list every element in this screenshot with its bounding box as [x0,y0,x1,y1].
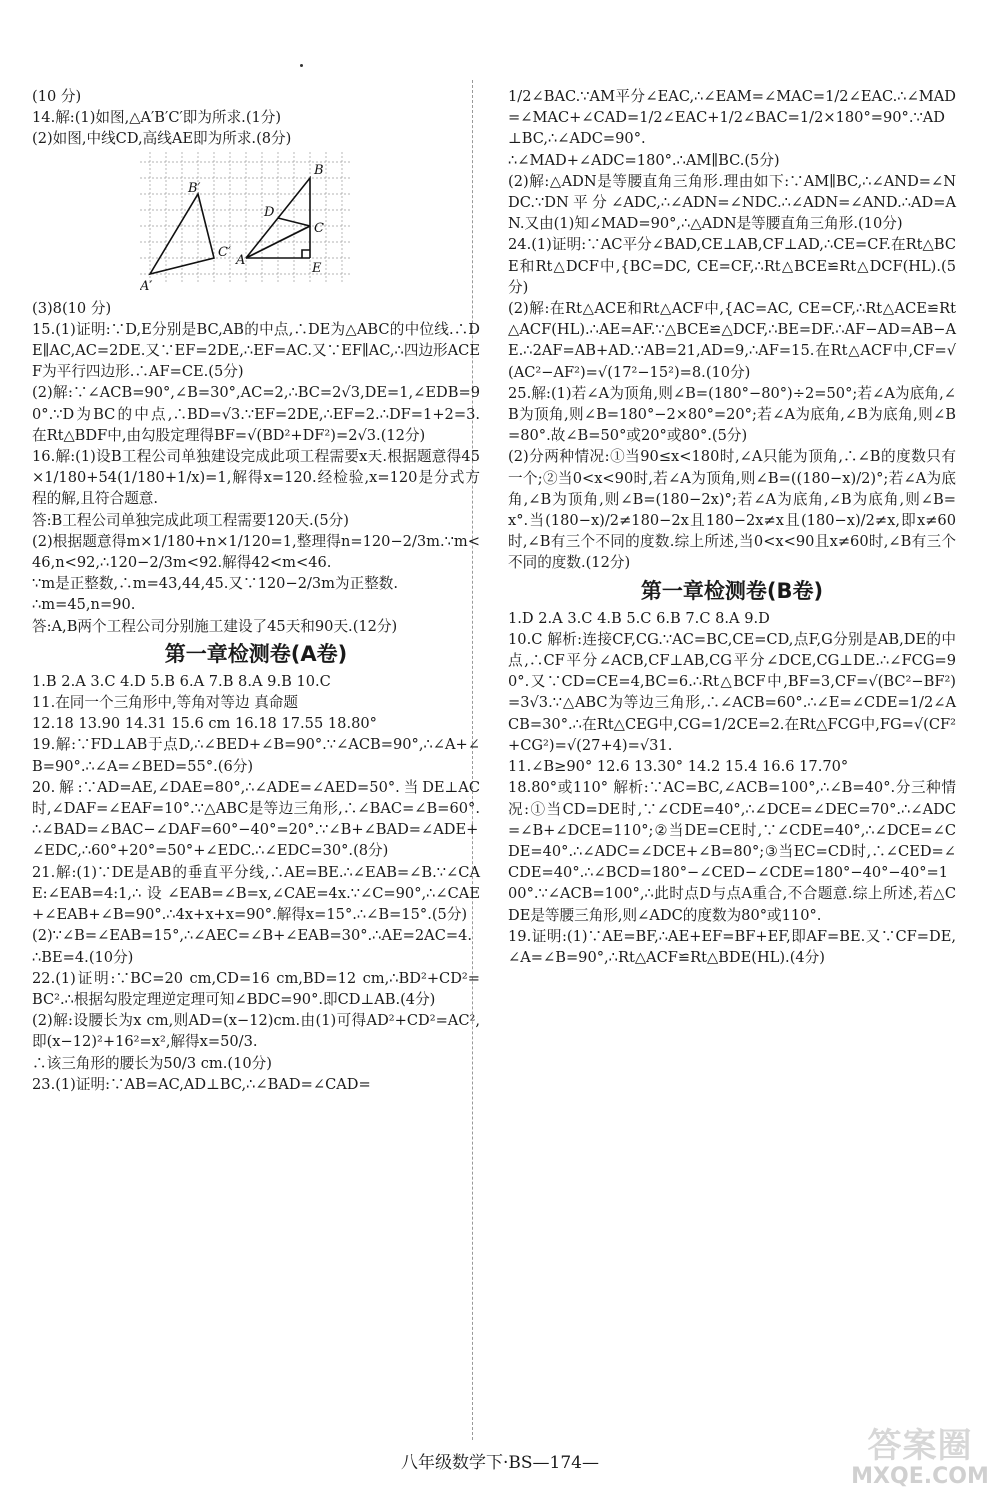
answer-line: ∵m是正整数,∴m=43,44,45.又∵120−2/3m为正整数. [32,575,399,593]
answer-line: 答:B工程公司单独完成此项工程需要120天.(5分) [32,511,349,529]
answer-line: 1.B 2.A 3.C 4.D 5.B 6.A 7.B 8.A 9.B 10.C [32,672,331,690]
watermark-url: MXQE.COM [851,1464,989,1489]
answer-line: 20.解:∵AD=AE,∠DAE=80°,∴∠ADE=∠AED=50°.当DE⊥AC时,∠DAF=∠EAF=10°.∵△ABC是等边三角形,∴∠BAC=∠B=60°.∴∠BAD=∠BAC−∠DAF=60°−40°=20°.∵∠B+∠BAD=∠ADE+∠EDC,∴60°+20°=50°+∠EDC.∴∠EDC=30°.(8分) [32,778,480,860]
watermark-brand: 答案圈 [867,1426,973,1466]
fig-label: B [314,162,324,178]
right-column [508,86,956,968]
answer-line: 10.C 解析:连接CF,CG.∵AC=BC,CE=CD,点F,G分别是AB,DE的中点,∴CF平分∠ACB,CF⊥AB,CG平分∠DCE,CG⊥DE.∴∠FCG=90°.又∵CD=CE=4,BC=6.∴Rt△BCF中,BF=3,CF=√(BC²−BF²)=3√3.∵△ABC为等边三角形,∴∠ACB=60°.∴∠E=∠CDE=1/2∠ACB=30°.∴在Rt△CEG中,CG=1/2CE=2.在Rt△FCG中,FG=√(CF²+CG²)=√(27+4)=√31. [508,630,956,754]
answer-line: 24.(1)证明:∵AC平分∠BAD,CE⊥AB,CF⊥AD,∴CE=CF.在Rt△BCE和Rt△DCF中,{BC=DC, CE=CF,∴Rt△BCE≌Rt△DCF(HL).(5分) [508,236,956,296]
answer-line: (2)解:设腰长为x cm,则AD=(x−12)cm.由(1)可得AD²+CD²=AC²,即(x−12)²+16²=x²,解得x=50/3. [32,1012,480,1051]
answer-line: ∴m=45,n=90. [32,596,136,614]
page-footer: 八年级数学下·BS—174— [401,1453,599,1473]
answer-line: 1/2∠BAC.∵AM平分∠EAC,∴∠EAM=∠MAC=1/2∠EAC.∴∠MAD=∠MAC+∠CAD=1/2∠EAC+1/2∠BAC=1/2×180°=90°.∵AD⊥BC,∴∠ADC=90°. [508,88,956,148]
answer-line: (2)解:在Rt△ACE和Rt△ACF中,{AC=AC, CE=CF,∴Rt△ACE≌Rt△ACF(HL).∴AE=AF.∵△BCE≌△DCF,∴BE=DF.∴AF−AD=AB−AE.∴2AF=AB+AD.∵AB=21,AD=9,∴AF=15.在Rt△ACF中,CF=√(AC²−AF²)=√(17²−15²)=8.(10分) [508,300,956,381]
answer-line: (10 分) [32,88,82,105]
answer-line: (2)解:△ADN是等腰直角三角形.理由如下:∵AM∥BC,∴∠AND=∠NDC.∵DN平分∠ADC,∴∠ADN=∠NDC.∴∠ADN=∠AND.∴AD=AN.又由(1)知∠MAD=90°,∴△ADN是等腰直角三角形.(10分) [508,172,956,233]
answer-line: 21.解:(1)∵DE是AB的垂直平分线,∴AE=BE.∴∠EAB=∠B.∵∠CAE:∠EAB=4:1,∴设∠EAB=∠B=x,∠CAE=4x.∵∠C=90°,∴∠CAE+∠EAB+∠B=90°.∴4x+x+x=90°.解得x=15°.∴∠B=15°.(5分) [32,863,480,924]
fig-label: A [236,252,246,268]
triangle-grid-diagram [140,152,350,294]
answer-line: 11.∠B≥90° 12.6 13.30° 14.2 15.4 16.6 17.70° [508,758,849,776]
watermark-logo [850,1418,990,1500]
left-column [32,86,480,1095]
answer-line: 18.80°或110° 解析:∵AC=BC,∠ACB=100°,∴∠B=40°.分三种情况:①当CD=DE时,∵∠CDE=40°,∴∠DCE=∠DEC=70°.∴∠ADC=∠B+∠DCE=110°;②当DE=CE时,∵∠CDE=40°,∴∠DCE=∠CDE=40°.∴∠ADC=∠DCE+∠B=80°;③当EC=CD时,∴∠CED=∠CDE=40°.∴∠BCD=180°−∠CED−∠CDE=180°−40°−40°=100°.∵∠ACB=100°,∴此时点D与点A重合,不合题意.综上所述,若△CDE是等腰三角形,则∠ADC的度数为80°或110°. [508,779,956,924]
answer-line: (2)如图,中线CD,高线AE即为所求.(8分) [32,130,292,148]
answer-line: (2)∵∠B=∠EAB=15°,∴∠AEC=∠B+∠EAB=30°.∴AE=2AC=4.∴BE=4.(10分) [32,927,473,966]
answer-line: 11.在同一个三角形中,等角对等边 真命题 [32,694,298,712]
answer-line: 23.(1)证明:∵AB=AC,AD⊥BC,∴∠BAD=∠CAD= [32,1075,371,1093]
grid-figure [32,150,480,298]
answer-line: 22.(1)证明:∵BC=20 cm,CD=16 cm,BD=12 cm,∴BD²+CD²=BC².∴根据勾股定理逆定理可知∠BDC=90°.即CD⊥AB.(4分) [32,969,480,1008]
answer-line: (3)8(10 分) [32,299,112,317]
fig-label: C′ [218,244,231,260]
section-title-a: 第一章检测卷(A卷) [164,641,348,666]
answer-line: ∴该三角形的腰长为50/3 cm.(10分) [32,1054,272,1072]
answer-line: 19.证明:(1)∵AE=BF,∴AE+EF=BF+EF,即AF=BE.又∵CF=DE,∠A=∠B=90°,∴Rt△ACF≌Rt△BDE(HL).(4分) [508,927,956,966]
answer-line: 14.解:(1)如图,△A′B′C′即为所求.(1分) [32,109,282,127]
answer-line: 15.(1)证明:∵D,E分别是BC,AB的中点,∴DE为△ABC的中位线.∴DE∥AC,AC=2DE.又∵EF=2DE,∴EF=AC.又∵EF∥AC,∴四边形ACEF为平行四边形.∴AF=CE.(5分) [32,320,480,381]
answer-line: 12.18 13.90 14.31 15.6 cm 16.18 17.55 18.80° [32,715,377,733]
answer-line: 16.解:(1)设B工程公司单独建设完成此项工程需要x天.根据题意得45×1/180+54(1/180+1/x)=1,解得x=120.经检验,x=120是分式方程的解,且符合题意. [32,448,480,508]
fig-label: C [314,220,324,236]
fig-label: B′ [188,180,201,196]
answer-line: (2)分两种情况:①当90≤x<180时,∠A只能为顶角,∴∠B的度数只有一个;②当0<x<90时,若∠A为顶角,则∠B=((180−x)/2)°;若∠A为底角,∠B为顶角,则∠B=(180−2x)°;若∠A为底角,∠B为底角,则∠B=x°.当(180−x)/2≠180−2x且180−2x≠x且(180−x)/2≠x,即x≠60时,∠B有三个不同的度数.综上所述,当0<x<90且x≠60时,∠B有三个不同的度数.(12分) [508,448,956,572]
answer-line: 25.解:(1)若∠A为顶角,则∠B=(180°−80°)÷2=50°;若∠A为底角,∠B为顶角,则∠B=180°−2×80°=20°;若∠A为底角,∠B为底角,则∠B=80°.故∠B=50°或20°或80°.(5分) [508,384,956,445]
answer-line: 答:A,B两个工程公司分别施工建设了45天和90天.(12分) [32,617,398,635]
fig-label: D [264,204,275,220]
scan-dot [300,64,303,67]
fig-label: E [312,260,322,276]
answer-line: (2)根据题意得m×1/180+n×1/120=1,整理得n=120−2/3m.∵m<46,n<92,∴120−2/3m<92.解得42<m<46. [32,532,480,572]
answer-line: (2)解:∵∠ACB=90°,∠B=30°,AC=2,∴BC=2√3,DE=1,∠EDB=90°.∵D为BC的中点,∴BD=√3.∵EF=2DE,∴EF=2.∴DF=1+2=3.在Rt△BDF中,由勾股定理得BF=√(BD²+DF²)=2√3.(12分) [32,384,480,444]
answer-line: 1.D 2.A 3.C 4.B 5.C 6.B 7.C 8.A 9.D [508,609,770,627]
answer-line: ∴∠MAD+∠ADC=180°.∴AM∥BC.(5分) [508,151,780,169]
answer-line: 19.解:∵FD⊥AB于点D,∴∠BED+∠B=90°.∵∠ACB=90°,∴∠A+∠B=90°.∴∠A=∠BED=55°.(6分) [32,736,480,775]
fig-label: A′ [140,278,153,294]
section-title-b: 第一章检测卷(B卷) [640,578,824,603]
